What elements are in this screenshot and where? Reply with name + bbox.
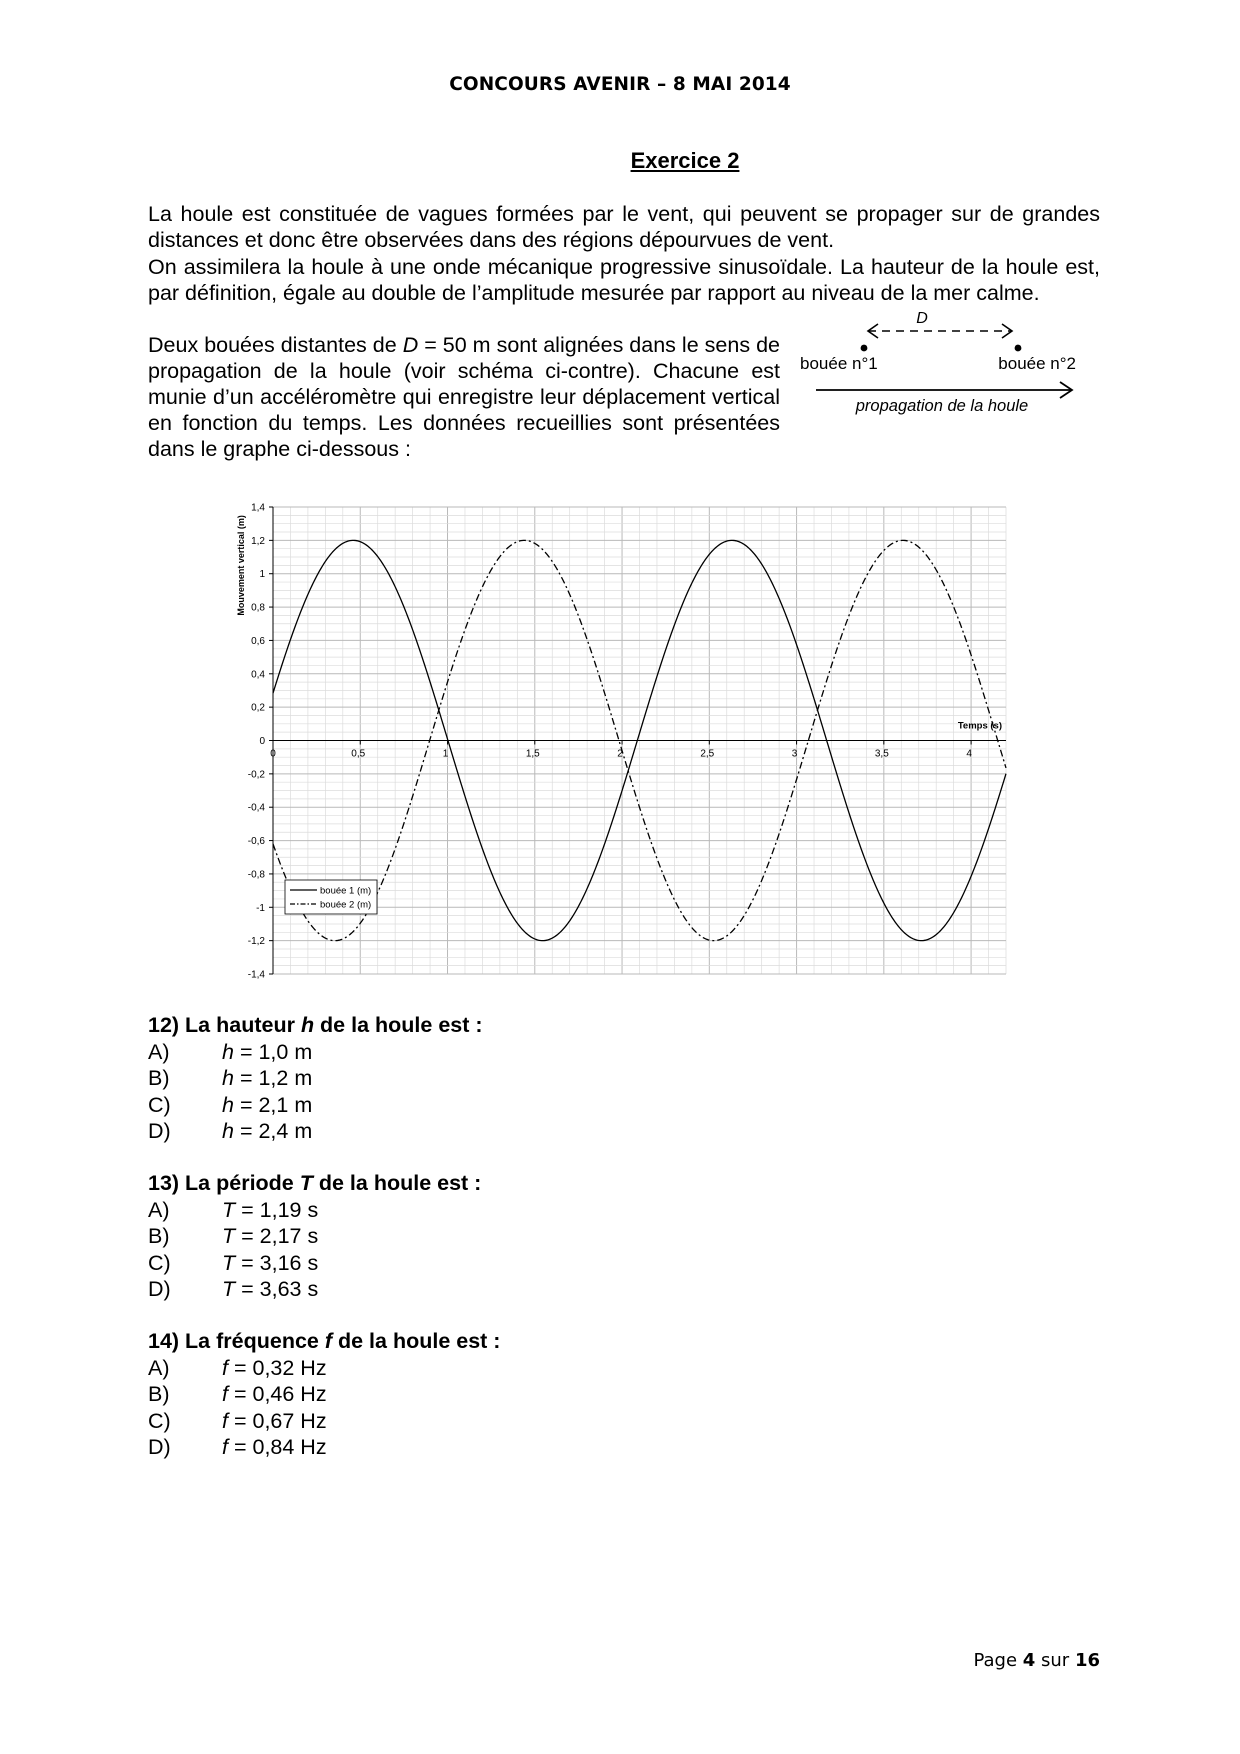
buoy-schema — [800, 310, 1090, 420]
y-tick-label: -0,6 — [247, 836, 265, 848]
document-header: CONCOURS AVENIR – 8 MAI 2014 — [449, 74, 791, 95]
x-axis-title: Temps (s) — [957, 720, 1002, 732]
answer-14-a: A) f = 0,32 Hz — [148, 1355, 327, 1380]
y-tick-label: 1,4 — [251, 502, 265, 514]
intro-paragraph-3-start: Deux bouées distantes de — [148, 333, 403, 357]
answer-14-b: B) f = 0,46 Hz — [148, 1382, 327, 1406]
question-13 — [148, 1170, 481, 1303]
x-tick-label: 1,5 — [525, 748, 540, 760]
y-tick-label: 0 — [259, 736, 265, 747]
x-tick-label: 2,5 — [700, 748, 715, 760]
y-tick-label: -0,2 — [247, 769, 265, 781]
answer-13-a: A) T = 1,19 s — [148, 1197, 319, 1222]
y-tick-label: 0,4 — [251, 669, 265, 681]
x-tick-label: 4 — [966, 748, 972, 760]
propagation-label: propagation de la houle — [855, 397, 1029, 415]
legend-label-2: bouée 2 (m) — [320, 899, 372, 911]
x-tick-label: 2 — [617, 748, 623, 760]
wave-chart — [220, 495, 1020, 990]
y-tick-label: -0,8 — [247, 869, 265, 881]
y-axis-title: Mouvement vertical (m) — [236, 515, 246, 616]
question-14 — [148, 1328, 500, 1461]
intro-paragraph-1: La houle est constituée de vagues formées par le vent, qui peuvent se propager sur de grandes distances et donc être observées dans des régions dépourvues de vent. — [148, 202, 1100, 252]
answer-13-b: B) T = 2,17 s — [148, 1224, 319, 1248]
x-tick-label: 3 — [791, 748, 798, 760]
y-tick-label: -0,4 — [247, 802, 265, 814]
x-tick-label: 0 — [270, 748, 276, 760]
y-tick-label: -1 — [256, 902, 265, 914]
y-tick-label: -1,4 — [247, 969, 265, 981]
exercise-title: Exercice 2 — [630, 148, 740, 173]
buoy-2-dot — [1015, 345, 1022, 352]
y-tick-label: 0,6 — [251, 635, 265, 647]
answer-12-a: A) h = 1,0 m — [148, 1039, 313, 1064]
answer-12-b: B) h = 1,2 m — [148, 1066, 313, 1090]
question-14-title: 14) La fréquence f de la houle est : — [148, 1329, 501, 1353]
y-tick-label: 1 — [259, 569, 265, 581]
question-13-title: 13) La période T de la houle est : — [148, 1171, 482, 1195]
y-tick-label: 0,2 — [251, 702, 265, 714]
x-tick-label: 1 — [442, 748, 449, 760]
intro-paragraph-3-end: = 50 m sont alignées dans le sens de propagation de la houle (voir schéma ci-contre). Chacune est munie d’un accéléromètre qui enregistre leur déplacement vertical en fonction du temps. Les données recueillies sont présentées dans le graphe ci-dessous : — [148, 333, 780, 461]
answer-13-c: C) T = 3,16 s — [148, 1250, 319, 1275]
intro-paragraph-2: On assimilera la houle à une onde mécanique progressive sinusoïdale. La hauteur de la houle est, par définition, égale au double de l’amplitude mesurée par rapport au niveau de la mer calme. — [148, 255, 1100, 305]
buoy-1-dot — [861, 345, 868, 352]
y-tick-label: 0,8 — [251, 602, 265, 614]
x-tick-label: 0,5 — [351, 748, 366, 760]
schema-distance-label: D — [916, 310, 928, 327]
buoy-1-label: bouée n°1 — [800, 354, 878, 373]
answer-12-d: D) h = 2,4 m — [148, 1119, 313, 1143]
question-12-title: 12) La hauteur h de la houle est : — [148, 1013, 483, 1037]
answer-14-c: C) f = 0,67 Hz — [148, 1408, 327, 1433]
buoy-2-label: bouée n°2 — [998, 354, 1076, 373]
wave-chart-svg — [220, 495, 1020, 990]
question-12 — [148, 1012, 483, 1145]
legend-label-1: bouée 1 (m) — [320, 885, 372, 897]
answer-12-c: C) h = 2,1 m — [148, 1092, 313, 1117]
intro-paragraph-3 — [148, 332, 780, 462]
chart-legend — [285, 880, 377, 914]
answer-14-d: D) f = 0,84 Hz — [148, 1435, 327, 1459]
x-tick-label: 3,5 — [874, 748, 889, 760]
answer-13-d: D) T = 3,63 s — [148, 1277, 319, 1301]
y-tick-label: -1,2 — [247, 936, 265, 948]
page-footer: Page 4 sur 16 — [973, 1650, 1100, 1671]
distance-variable: D — [402, 333, 419, 357]
y-tick-label: 1,2 — [251, 535, 265, 547]
